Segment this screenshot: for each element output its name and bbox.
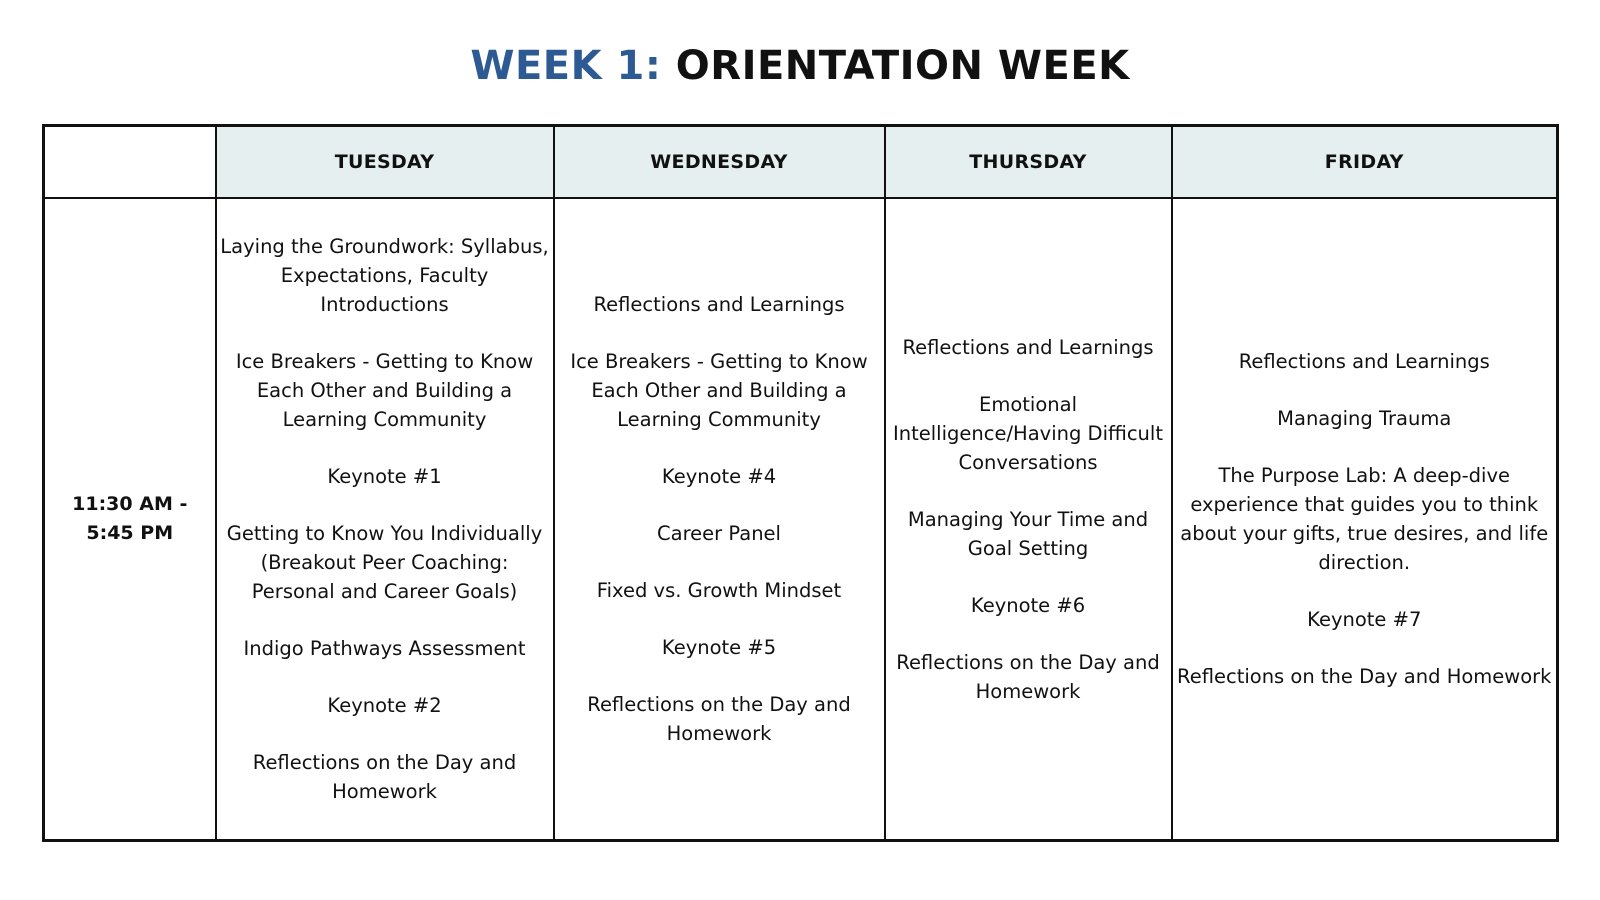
session-item: Keynote #4 bbox=[661, 465, 777, 488]
page-title bbox=[0, 40, 1600, 92]
session-item: Keynote #2 bbox=[327, 694, 442, 717]
week-name: ORIENTATION WEEK bbox=[675, 43, 1130, 89]
header-wednesday: WEDNESDAY bbox=[554, 126, 885, 199]
session-item: Keynote #7 bbox=[1307, 608, 1422, 631]
week-number-label: WEEK 1: bbox=[470, 43, 662, 89]
thursday-sessions bbox=[885, 198, 1172, 841]
time-slot-row bbox=[44, 198, 1558, 841]
session-item: Reflections and Learnings bbox=[1238, 350, 1490, 373]
session-item: Reflections on the Day and Homework bbox=[1177, 665, 1552, 688]
header-tuesday: TUESDAY bbox=[216, 126, 554, 199]
session-item: Getting to Know You Individually (Breakout Peer Coaching: Personal and Career Goals) bbox=[226, 522, 543, 603]
time-slot-start: 11:30 AM - bbox=[72, 493, 188, 515]
schedule-header bbox=[44, 126, 1558, 199]
session-item: Keynote #1 bbox=[327, 465, 442, 488]
session-item: Indigo Pathways Assessment bbox=[243, 637, 526, 660]
session-item: Reflections on the Day and Homework bbox=[252, 751, 517, 803]
schedule-body bbox=[44, 198, 1558, 841]
wednesday-sessions bbox=[554, 198, 885, 841]
session-item: Managing Trauma bbox=[1277, 407, 1452, 430]
session-item: Ice Breakers - Getting to Know Each Other and Building a Learning Community bbox=[570, 350, 868, 431]
session-item: Reflections and Learnings bbox=[902, 335, 1154, 359]
time-slot-cell bbox=[44, 198, 216, 841]
session-item: Laying the Groundwork: Syllabus, Expectations, Faculty Introductions bbox=[220, 235, 549, 316]
session-item: Fixed vs. Growth Mindset bbox=[596, 579, 842, 602]
session-item: Reflections on the Day and Homework bbox=[587, 693, 851, 745]
session-item: The Purpose Lab: A deep-dive experience that guides you to think about your gifts, true desires, and life direction. bbox=[1180, 464, 1549, 574]
session-item: Emotional Intelligence/Having Difficult Conversations bbox=[893, 392, 1163, 474]
session-item: Career Panel bbox=[657, 522, 781, 545]
session-item: Managing Your Time and Goal Setting bbox=[907, 507, 1149, 560]
session-item: Keynote #6 bbox=[970, 593, 1086, 617]
header-corner-cell bbox=[44, 126, 216, 199]
session-item: Reflections on the Day and Homework bbox=[896, 650, 1160, 703]
session-item: Keynote #5 bbox=[661, 636, 777, 659]
session-item: Reflections and Learnings bbox=[593, 293, 845, 316]
time-slot-end: 5:45 PM bbox=[86, 522, 174, 544]
tuesday-sessions bbox=[216, 198, 554, 841]
header-row bbox=[44, 126, 1558, 199]
session-item: Ice Breakers - Getting to Know Each Other and Building a Learning Community bbox=[235, 350, 534, 431]
header-thursday: THURSDAY bbox=[885, 126, 1172, 199]
friday-sessions bbox=[1172, 198, 1558, 841]
header-friday: FRIDAY bbox=[1172, 126, 1558, 199]
schedule-table bbox=[42, 124, 1559, 842]
